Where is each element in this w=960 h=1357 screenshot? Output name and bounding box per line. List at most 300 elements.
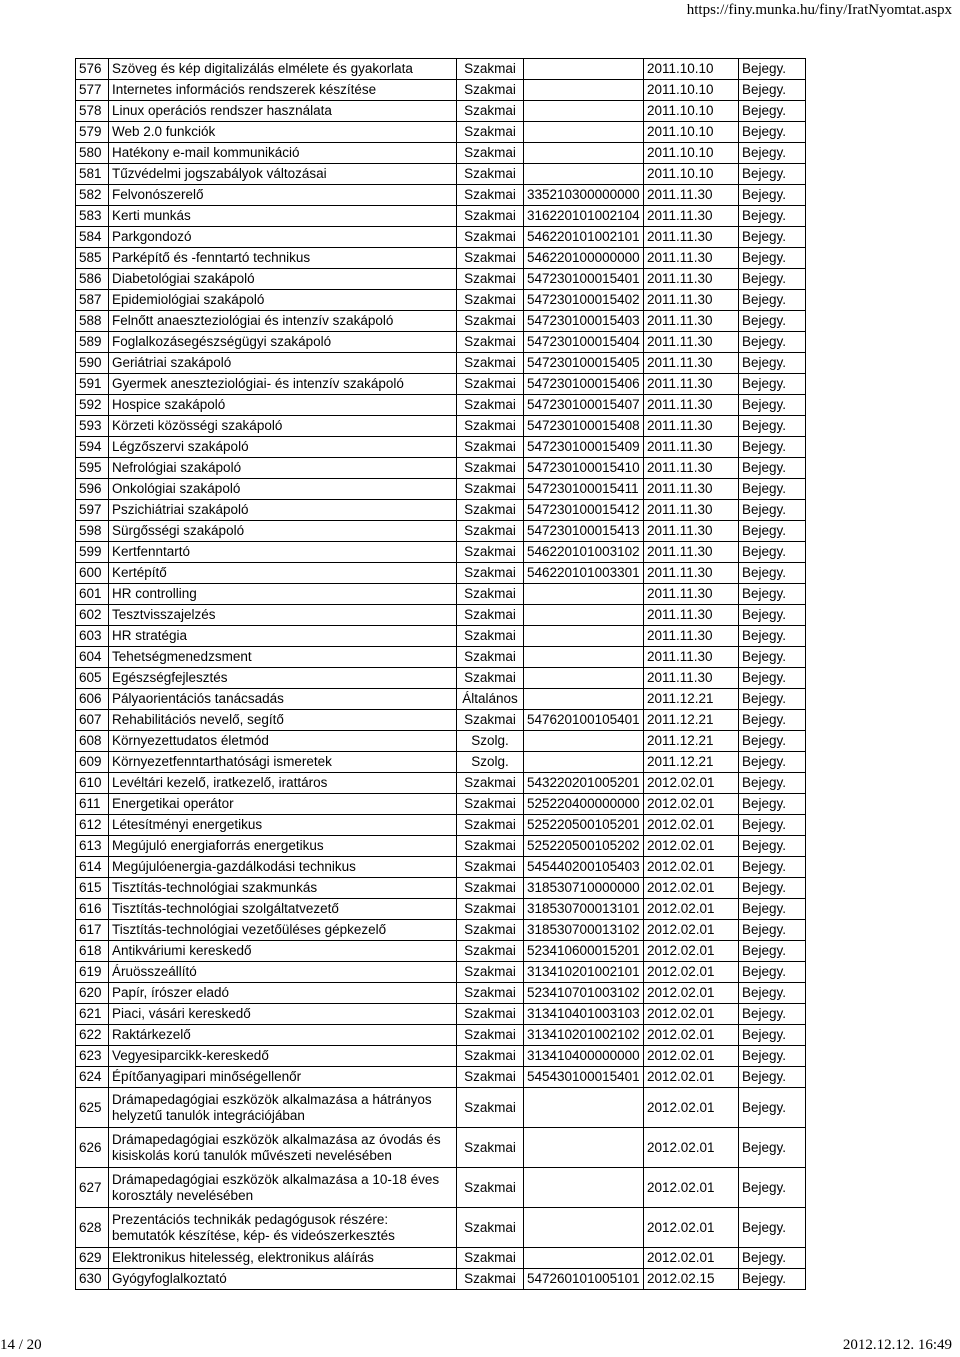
cell-number: 620	[76, 983, 109, 1004]
table-row	[76, 920, 806, 941]
cell-training-name: Egészségfejlesztés	[109, 668, 457, 689]
cell-number: 610	[76, 773, 109, 794]
cell-training-name: Papír, írószer eladó	[109, 983, 457, 1004]
cell-type: Szakmai	[457, 500, 524, 521]
cell-type: Szakmai	[457, 1248, 524, 1269]
cell-date: 2011.11.30	[644, 269, 739, 290]
cell-number: 623	[76, 1046, 109, 1067]
cell-training-name: Hospice szakápoló	[109, 395, 457, 416]
cell-code: 546220101003102	[524, 542, 644, 563]
cell-status: Bejegy.	[739, 1067, 806, 1088]
cell-code	[524, 647, 644, 668]
table-row	[76, 80, 806, 101]
table-row	[76, 248, 806, 269]
cell-status: Bejegy.	[739, 395, 806, 416]
cell-date: 2011.12.21	[644, 752, 739, 773]
cell-status: Bejegy.	[739, 311, 806, 332]
table-row	[76, 1248, 806, 1269]
cell-status: Bejegy.	[739, 1046, 806, 1067]
cell-date: 2011.11.30	[644, 185, 739, 206]
cell-code: 545430100015401	[524, 1067, 644, 1088]
cell-number: 622	[76, 1025, 109, 1046]
cell-training-name: Tisztítás-technológiai szakmunkás	[109, 878, 457, 899]
table-row	[76, 59, 806, 80]
cell-type: Szakmai	[457, 80, 524, 101]
cell-number: 596	[76, 479, 109, 500]
cell-status: Bejegy.	[739, 1269, 806, 1290]
cell-code: 525220500105202	[524, 836, 644, 857]
cell-code: 547230100015412	[524, 500, 644, 521]
cell-status: Bejegy.	[739, 80, 806, 101]
cell-date: 2012.02.01	[644, 920, 739, 941]
cell-training-name: Kertépítő	[109, 563, 457, 584]
cell-code	[524, 1168, 644, 1208]
cell-training-name: Piaci, vásári kereskedő	[109, 1004, 457, 1025]
cell-date: 2012.02.01	[644, 1208, 739, 1248]
cell-number: 588	[76, 311, 109, 332]
cell-status: Bejegy.	[739, 878, 806, 899]
cell-code	[524, 626, 644, 647]
cell-training-name: Parkgondozó	[109, 227, 457, 248]
table-row	[76, 815, 806, 836]
cell-number: 625	[76, 1088, 109, 1128]
table-row	[76, 143, 806, 164]
cell-type: Szakmai	[457, 101, 524, 122]
cell-number: 600	[76, 563, 109, 584]
table-row	[76, 1088, 806, 1128]
table-row	[76, 458, 806, 479]
cell-type: Szakmai	[457, 206, 524, 227]
cell-number: 593	[76, 416, 109, 437]
cell-date: 2011.12.21	[644, 710, 739, 731]
print-timestamp: 2012.12.12. 16:49	[842, 1337, 952, 1353]
table-row	[76, 1025, 806, 1046]
cell-date: 2012.02.01	[644, 836, 739, 857]
cell-type: Szakmai	[457, 395, 524, 416]
cell-status: Bejegy.	[739, 731, 806, 752]
table-row	[76, 731, 806, 752]
cell-date: 2011.11.30	[644, 206, 739, 227]
cell-number: 608	[76, 731, 109, 752]
table-row	[76, 227, 806, 248]
table-row	[76, 542, 806, 563]
cell-training-name: Építőanyagipari minőségellenőr	[109, 1067, 457, 1088]
cell-status: Bejegy.	[739, 962, 806, 983]
cell-number: 629	[76, 1248, 109, 1269]
cell-date: 2012.02.01	[644, 1248, 739, 1269]
cell-training-name: Tesztvisszajelzés	[109, 605, 457, 626]
cell-status: Bejegy.	[739, 164, 806, 185]
cell-training-name: Tisztítás-technológiai szolgáltatvezető	[109, 899, 457, 920]
cell-status: Bejegy.	[739, 437, 806, 458]
cell-code: 547230100015408	[524, 416, 644, 437]
table-row	[76, 311, 806, 332]
cell-date: 2011.11.30	[644, 563, 739, 584]
cell-code: 546220101003301	[524, 563, 644, 584]
cell-status: Bejegy.	[739, 1208, 806, 1248]
cell-date: 2011.10.10	[644, 80, 739, 101]
table-row	[76, 794, 806, 815]
table-row	[76, 353, 806, 374]
cell-date: 2011.11.30	[644, 605, 739, 626]
cell-status: Bejegy.	[739, 584, 806, 605]
cell-type: Szakmai	[457, 1208, 524, 1248]
table-row	[76, 899, 806, 920]
cell-number: 598	[76, 521, 109, 542]
cell-number: 597	[76, 500, 109, 521]
cell-number: 609	[76, 752, 109, 773]
table-row	[76, 773, 806, 794]
cell-code: 547230100015401	[524, 269, 644, 290]
cell-type: Szakmai	[457, 269, 524, 290]
cell-training-name: Pszichiátriai szakápoló	[109, 500, 457, 521]
cell-code: 313410201002101	[524, 962, 644, 983]
cell-type: Szakmai	[457, 143, 524, 164]
cell-date: 2011.11.30	[644, 500, 739, 521]
cell-code	[524, 731, 644, 752]
cell-type: Szakmai	[457, 374, 524, 395]
cell-code: 547230100015404	[524, 332, 644, 353]
cell-code: 335210300000000	[524, 185, 644, 206]
cell-number: 576	[76, 59, 109, 80]
cell-number: 582	[76, 185, 109, 206]
cell-type: Szakmai	[457, 668, 524, 689]
cell-type: Szakmai	[457, 479, 524, 500]
cell-code	[524, 668, 644, 689]
cell-date: 2011.11.30	[644, 521, 739, 542]
cell-training-name: Onkológiai szakápoló	[109, 479, 457, 500]
cell-status: Bejegy.	[739, 836, 806, 857]
cell-date: 2011.11.30	[644, 437, 739, 458]
table-row	[76, 1128, 806, 1168]
table-row	[76, 479, 806, 500]
cell-date: 2012.02.01	[644, 878, 739, 899]
cell-status: Bejegy.	[739, 710, 806, 731]
cell-status: Bejegy.	[739, 983, 806, 1004]
cell-date: 2011.11.30	[644, 353, 739, 374]
cell-type: Szakmai	[457, 563, 524, 584]
cell-training-name: Tehetségmenedzsment	[109, 647, 457, 668]
cell-training-name: Geriátriai szakápoló	[109, 353, 457, 374]
cell-training-name: Rehabilitációs nevelő, segítő	[109, 710, 457, 731]
cell-status: Bejegy.	[739, 353, 806, 374]
cell-status: Bejegy.	[739, 941, 806, 962]
cell-date: 2012.02.01	[644, 1128, 739, 1168]
cell-status: Bejegy.	[739, 143, 806, 164]
page-number: 14 / 20	[0, 1337, 42, 1353]
cell-training-name: Drámapedagógiai eszközök alkalmazása a hátrányos helyzetű tanulók integrációjában	[109, 1088, 457, 1128]
table-row	[76, 647, 806, 668]
cell-status: Bejegy.	[739, 500, 806, 521]
cell-training-name: Nefrológiai szakápoló	[109, 458, 457, 479]
table-row	[76, 164, 806, 185]
cell-training-name: Tűzvédelmi jogszabályok változásai	[109, 164, 457, 185]
table-row	[76, 374, 806, 395]
cell-status: Bejegy.	[739, 248, 806, 269]
table-row	[76, 836, 806, 857]
cell-date: 2012.02.01	[644, 1067, 739, 1088]
cell-code	[524, 1128, 644, 1168]
cell-date: 2011.11.30	[644, 332, 739, 353]
cell-training-name: Környezettudatos életmód	[109, 731, 457, 752]
cell-code	[524, 122, 644, 143]
cell-code	[524, 689, 644, 710]
cell-status: Bejegy.	[739, 1168, 806, 1208]
cell-training-name: Parképítő és -fenntartó technikus	[109, 248, 457, 269]
cell-date: 2011.11.30	[644, 227, 739, 248]
cell-number: 617	[76, 920, 109, 941]
cell-training-name: Vegyesiparcikk-kereskedő	[109, 1046, 457, 1067]
table-row	[76, 332, 806, 353]
cell-number: 607	[76, 710, 109, 731]
cell-status: Bejegy.	[739, 122, 806, 143]
cell-training-name: Drámapedagógiai eszközök alkalmazása az óvodás és kisiskolás korú tanulók művészeti nevelésében	[109, 1128, 457, 1168]
cell-number: 590	[76, 353, 109, 374]
cell-type: Szakmai	[457, 353, 524, 374]
cell-number: 580	[76, 143, 109, 164]
table-row	[76, 584, 806, 605]
cell-code: 547230100015403	[524, 311, 644, 332]
cell-type: Szakmai	[457, 605, 524, 626]
cell-code	[524, 584, 644, 605]
cell-number: 605	[76, 668, 109, 689]
cell-number: 603	[76, 626, 109, 647]
cell-number: 613	[76, 836, 109, 857]
cell-training-name: Foglalkozásegészségügyi szakápoló	[109, 332, 457, 353]
cell-date: 2012.02.01	[644, 1004, 739, 1025]
table-row	[76, 416, 806, 437]
cell-code	[524, 1208, 644, 1248]
cell-code	[524, 80, 644, 101]
cell-status: Bejegy.	[739, 1004, 806, 1025]
cell-number: 618	[76, 941, 109, 962]
cell-status: Bejegy.	[739, 668, 806, 689]
table-row	[76, 563, 806, 584]
cell-code: 318530710000000	[524, 878, 644, 899]
cell-training-name: Kertfenntartó	[109, 542, 457, 563]
cell-status: Bejegy.	[739, 563, 806, 584]
cell-type: Szakmai	[457, 878, 524, 899]
cell-status: Bejegy.	[739, 857, 806, 878]
cell-type: Szakmai	[457, 311, 524, 332]
cell-type: Szakmai	[457, 164, 524, 185]
cell-type: Szakmai	[457, 521, 524, 542]
table-row	[76, 1004, 806, 1025]
cell-status: Bejegy.	[739, 59, 806, 80]
cell-status: Bejegy.	[739, 647, 806, 668]
cell-code	[524, 752, 644, 773]
table-row	[76, 1168, 806, 1208]
cell-type: Szakmai	[457, 1004, 524, 1025]
cell-number: 577	[76, 80, 109, 101]
cell-date: 2011.10.10	[644, 59, 739, 80]
cell-number: 621	[76, 1004, 109, 1025]
cell-code: 313410400000000	[524, 1046, 644, 1067]
cell-date: 2011.11.30	[644, 542, 739, 563]
cell-type: Szakmai	[457, 710, 524, 731]
cell-date: 2012.02.01	[644, 1046, 739, 1067]
cell-status: Bejegy.	[739, 626, 806, 647]
cell-training-name: Linux operációs rendszer használata	[109, 101, 457, 122]
cell-status: Bejegy.	[739, 773, 806, 794]
cell-status: Bejegy.	[739, 374, 806, 395]
cell-code: 523410701003102	[524, 983, 644, 1004]
cell-training-name: Felnőtt anaeszteziológiai és intenzív szakápoló	[109, 311, 457, 332]
cell-date: 2012.02.01	[644, 1025, 739, 1046]
cell-type: Szolg.	[457, 731, 524, 752]
cell-date: 2012.02.01	[644, 941, 739, 962]
cell-type: Szakmai	[457, 920, 524, 941]
registry-table-body	[76, 59, 806, 1290]
cell-date: 2012.02.01	[644, 794, 739, 815]
cell-status: Bejegy.	[739, 689, 806, 710]
cell-training-name: Prezentációs technikák pedagógusok részére: bemutatók készítése, kép- és videószerkesztés	[109, 1208, 457, 1248]
cell-type: Szakmai	[457, 584, 524, 605]
cell-code: 547230100015405	[524, 353, 644, 374]
cell-date: 2011.11.30	[644, 479, 739, 500]
cell-status: Bejegy.	[739, 227, 806, 248]
cell-number: 619	[76, 962, 109, 983]
cell-code	[524, 605, 644, 626]
table-row	[76, 857, 806, 878]
cell-code: 313410201002102	[524, 1025, 644, 1046]
table-row	[76, 521, 806, 542]
cell-date: 2011.11.30	[644, 374, 739, 395]
cell-training-name: Környezetfenntarthatósági ismeretek	[109, 752, 457, 773]
cell-code: 318530700013101	[524, 899, 644, 920]
cell-training-name: Megújulóenergia-gazdálkodási technikus	[109, 857, 457, 878]
cell-code: 525220400000000	[524, 794, 644, 815]
cell-type: Szakmai	[457, 815, 524, 836]
cell-date: 2011.11.30	[644, 668, 739, 689]
cell-date: 2011.12.21	[644, 731, 739, 752]
cell-date: 2011.12.21	[644, 689, 739, 710]
cell-training-name: Antikváriumi kereskedő	[109, 941, 457, 962]
cell-number: 595	[76, 458, 109, 479]
cell-code: 313410401003103	[524, 1004, 644, 1025]
table-row	[76, 1067, 806, 1088]
cell-number: 592	[76, 395, 109, 416]
cell-training-name: Elektronikus hitelesség, elektronikus aláírás	[109, 1248, 457, 1269]
cell-type: Szakmai	[457, 1067, 524, 1088]
cell-number: 624	[76, 1067, 109, 1088]
cell-number: 591	[76, 374, 109, 395]
cell-code: 547230100015407	[524, 395, 644, 416]
cell-date: 2011.10.10	[644, 122, 739, 143]
cell-type: Szakmai	[457, 458, 524, 479]
cell-status: Bejegy.	[739, 815, 806, 836]
cell-type: Szakmai	[457, 1168, 524, 1208]
cell-date: 2011.11.30	[644, 584, 739, 605]
registry-table	[75, 58, 806, 1290]
cell-status: Bejegy.	[739, 290, 806, 311]
cell-type: Szakmai	[457, 857, 524, 878]
cell-date: 2012.02.01	[644, 983, 739, 1004]
cell-type: Szakmai	[457, 626, 524, 647]
cell-code: 546220101002101	[524, 227, 644, 248]
table-row	[76, 437, 806, 458]
cell-date: 2011.11.30	[644, 311, 739, 332]
cell-date: 2011.11.30	[644, 395, 739, 416]
cell-number: 627	[76, 1168, 109, 1208]
cell-status: Bejegy.	[739, 185, 806, 206]
cell-code: 547230100015411	[524, 479, 644, 500]
cell-date: 2011.11.30	[644, 458, 739, 479]
cell-code: 525220500105201	[524, 815, 644, 836]
cell-type: Szakmai	[457, 983, 524, 1004]
cell-type: Szakmai	[457, 248, 524, 269]
cell-type: Szakmai	[457, 647, 524, 668]
cell-date: 2011.11.30	[644, 416, 739, 437]
cell-code: 546220100000000	[524, 248, 644, 269]
cell-training-name: Légzőszervi szakápoló	[109, 437, 457, 458]
cell-code: 547230100015413	[524, 521, 644, 542]
cell-code	[524, 59, 644, 80]
table-row	[76, 878, 806, 899]
cell-status: Bejegy.	[739, 605, 806, 626]
cell-training-name: Energetikai operátor	[109, 794, 457, 815]
cell-code: 523410600015201	[524, 941, 644, 962]
cell-training-name: Kerti munkás	[109, 206, 457, 227]
cell-number: 614	[76, 857, 109, 878]
cell-date: 2011.10.10	[644, 164, 739, 185]
cell-code	[524, 143, 644, 164]
cell-type: Szakmai	[457, 899, 524, 920]
cell-code	[524, 1248, 644, 1269]
cell-status: Bejegy.	[739, 542, 806, 563]
cell-number: 604	[76, 647, 109, 668]
cell-date: 2012.02.01	[644, 899, 739, 920]
cell-number: 589	[76, 332, 109, 353]
cell-date: 2012.02.01	[644, 1088, 739, 1128]
cell-type: Szakmai	[457, 416, 524, 437]
cell-date: 2011.11.30	[644, 290, 739, 311]
table-row	[76, 1046, 806, 1067]
cell-training-name: Sürgősségi szakápoló	[109, 521, 457, 542]
cell-status: Bejegy.	[739, 1088, 806, 1128]
table-row	[76, 1208, 806, 1248]
table-row	[76, 983, 806, 1004]
cell-date: 2012.02.01	[644, 857, 739, 878]
cell-number: 628	[76, 1208, 109, 1248]
table-row	[76, 395, 806, 416]
cell-status: Bejegy.	[739, 794, 806, 815]
cell-training-name: Megújuló energiaforrás energetikus	[109, 836, 457, 857]
cell-code: 547260101005101	[524, 1269, 644, 1290]
cell-type: Szakmai	[457, 437, 524, 458]
cell-training-name: Drámapedagógiai eszközök alkalmazása a 10-18 éves korosztály nevelésében	[109, 1168, 457, 1208]
cell-date: 2012.02.01	[644, 1168, 739, 1208]
cell-status: Bejegy.	[739, 458, 806, 479]
cell-training-name: Raktárkezelő	[109, 1025, 457, 1046]
cell-number: 615	[76, 878, 109, 899]
table-row	[76, 941, 806, 962]
cell-date: 2012.02.01	[644, 962, 739, 983]
cell-number: 602	[76, 605, 109, 626]
cell-status: Bejegy.	[739, 332, 806, 353]
cell-type: Szakmai	[457, 773, 524, 794]
cell-status: Bejegy.	[739, 206, 806, 227]
cell-type: Szakmai	[457, 962, 524, 983]
cell-code: 547230100015410	[524, 458, 644, 479]
cell-code: 545440200105403	[524, 857, 644, 878]
cell-training-name: Létesítményi energetikus	[109, 815, 457, 836]
cell-type: Szakmai	[457, 227, 524, 248]
table-row	[76, 185, 806, 206]
cell-number: 587	[76, 290, 109, 311]
page-url: https://finy.munka.hu/finy/IratNyomtat.aspx	[686, 2, 952, 18]
cell-training-name: Pályaorientációs tanácsadás	[109, 689, 457, 710]
